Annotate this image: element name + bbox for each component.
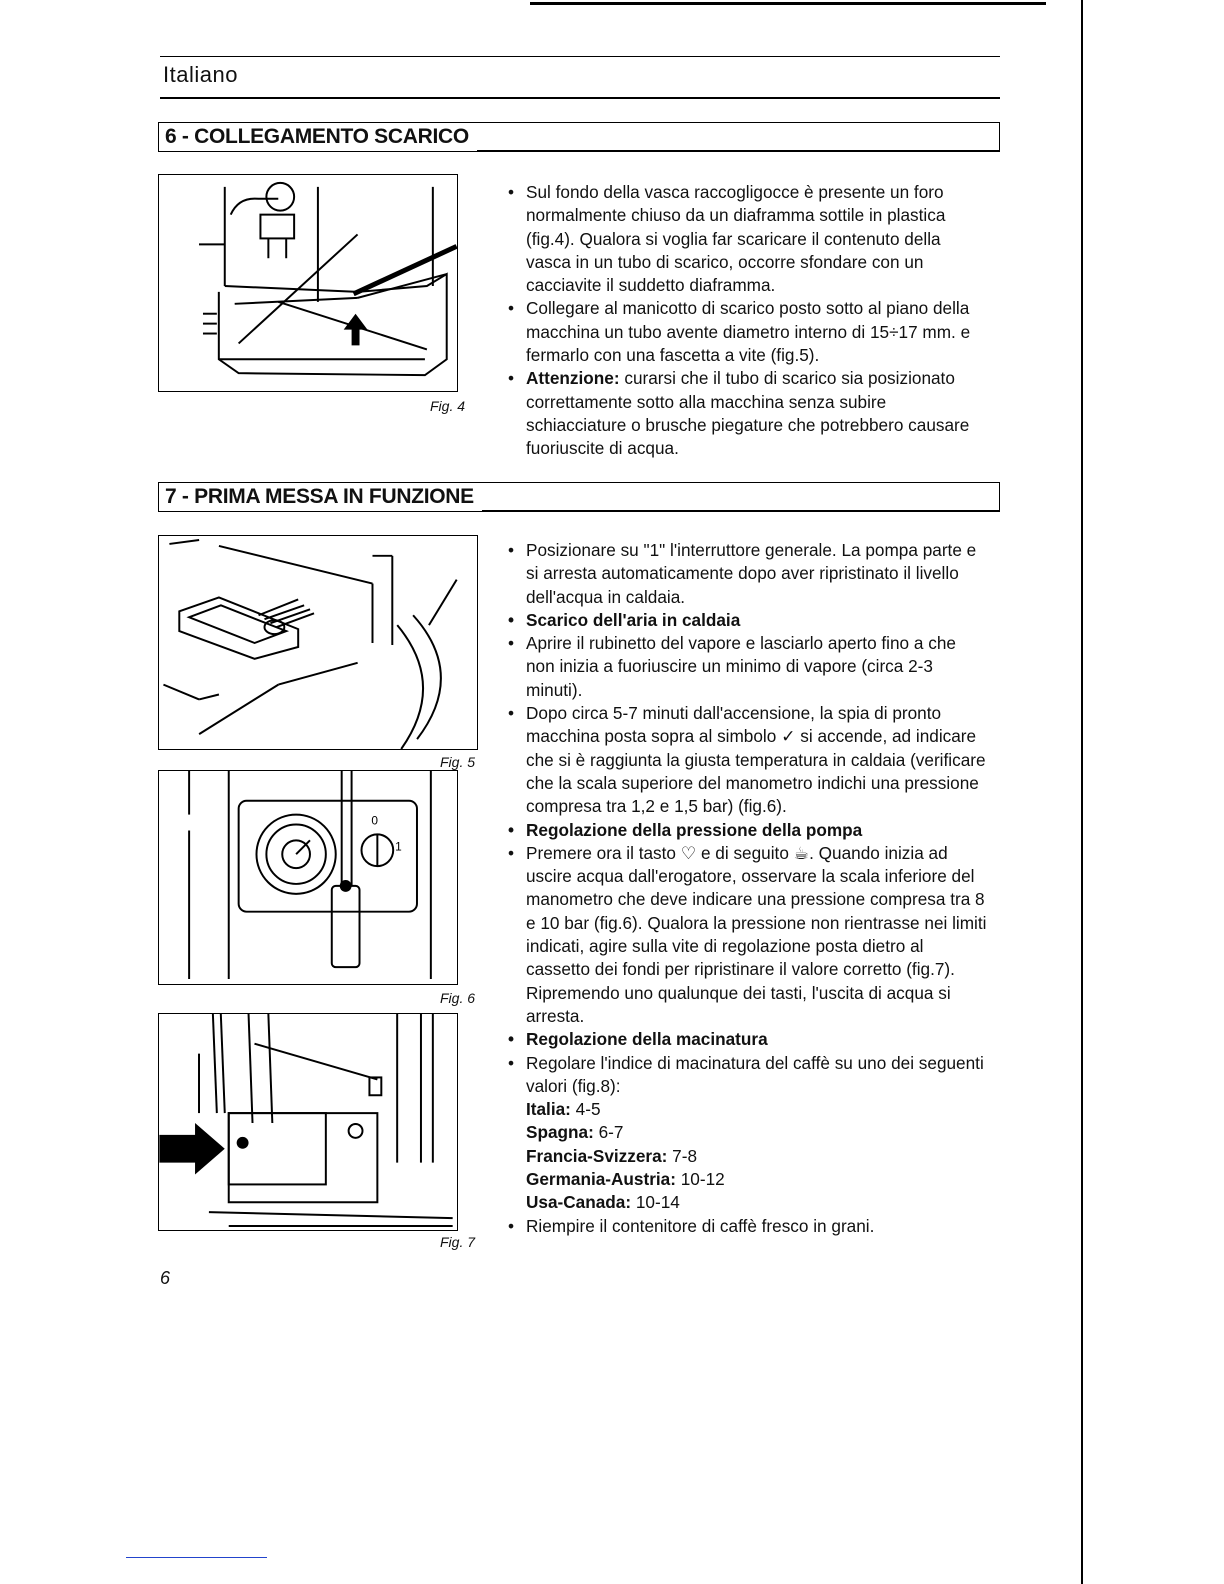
section-6-paragraph: • Attenzione: curarsi che il tubo di scarico sia posizionato correttamente sotto alla macchina senza subire schiacciature o brusche piegature che potrebbero causare fuoriuscite di acqua. [508,367,988,460]
section-6-paragraph: • Collegare al manicotto di scarico posto sotto al piano della macchina un tubo avente diametro interno di 15÷17 mm. e fermarlo con una fascetta a vite (fig.5). [508,297,988,367]
pressure-gauge-icon [256,815,335,894]
figure-7-caption: Fig. 7 [440,1234,476,1250]
footer-link-line [126,1557,267,1558]
subheading-pump-pressure: • Regolazione della pressione della pompa [508,819,988,842]
adjustment-screw-icon [237,1137,249,1149]
header-rule-bottom [160,97,1000,99]
gauge-panel-illustration [159,771,457,984]
section-7-text [508,539,988,1238]
section-7-paragraph: • Posizionare su "1" l'interruttore generale. La pompa parte e si arresta automaticamente dopo aver ripristinato il livello dell'acqua in caldaia. [508,539,988,609]
grind-value-usa: Usa-Canada: 10-14 [526,1192,680,1213]
section-7-header [158,482,1000,512]
grind-value-francia: Francia-Svizzera: 7-8 [526,1145,698,1166]
section-6-paragraph: • Sul fondo della vasca raccogligocce è presente un foro normalmente chiuso da un diaframma sottile in plastica (fig.4). Qualora si voglia far scaricare il contenuto della vasca in un tubo di scarico, occorre sfondare con un cacciavite il suddetto diaframma. [508,181,988,297]
section-7-paragraph: • Regolare l'indice di macinatura del caffè su uno dei seguenti valori (fig.8): [508,1052,988,1099]
figure-4-caption: Fig. 4 [430,398,466,414]
header-rule-top [160,56,1000,57]
subheading-grind: • Regolazione della macinatura [508,1028,988,1051]
drain-hose-illustration [159,536,477,749]
section-7-paragraph: • Premere ora il tasto ♡ e di seguito ☕. Quando inizia ad uscire acqua dall'erogatore, osservare la scala inferiore del manometro che deve indicare una pressione compresa tra 8 e 10 bar (fig.6). Qualora la pressione non rientrasse nei limiti indicati, agire sulla vite di regolazione posta dietro al cassetto dei fondi per ripristinare il valore corretto (fig.7). Ripremendo uno qualunque dei tasti, l'uscita di acqua si arresta. [508,842,988,1028]
figure-5-caption: Fig. 5 [440,754,476,770]
section-underline [482,510,999,512]
page-number: 6 [160,1268,171,1288]
figure-7-adjustment-screw [158,1013,458,1231]
section-7-title: 7 - PRIMA MESSA IN FUNZIONE [165,485,482,509]
section-6-header [158,122,1000,152]
section-6-text [508,181,988,461]
svg-text:0: 0 [371,813,379,828]
figure-4-drip-tray [158,174,458,392]
adjustment-screw-illustration [159,1014,457,1230]
section-6-title: 6 - COLLEGAMENTO SCARICO [165,125,477,149]
grind-value-italia: Italia: 4-5 [526,1099,601,1120]
top-rule [530,2,1046,5]
section-underline [477,150,999,152]
pointer-arrow-icon [159,1123,224,1175]
ready-check-icon: ✓ [781,726,796,747]
cup-icon: ☕ [793,842,810,863]
drip-tray-illustration [159,175,457,391]
figure-6-caption: Fig. 6 [440,990,476,1006]
language-label: Italiano [163,62,238,87]
grind-value-spagna: Spagna: 6-7 [526,1122,624,1143]
grind-value-germania: Germania-Austria: 10-12 [526,1169,725,1190]
subheading-air-purge: • Scarico dell'aria in caldaia [508,609,988,632]
section-7-paragraph: • Riempire il contenitore di caffè fresco in grani. [508,1215,988,1238]
section-7-paragraph: • Aprire il rubinetto del vapore e lasciarlo aperto fino a che non inizia a fuoriuscire un minimo di vapore (circa 2-3 minuti). [508,632,988,702]
heart-cup-icon: ♡ [680,842,697,863]
figure-6-gauge-panel [158,770,458,985]
up-arrow-icon [344,314,368,346]
svg-text:1: 1 [395,839,402,854]
figure-5-drain-hose [158,535,478,750]
right-margin-line [1081,0,1083,1584]
section-7-paragraph: • Dopo circa 5-7 minuti dall'accensione, la spia di pronto macchina posta sopra al simbolo ✓ si accende, ad indicare che si è raggiunta la giusta temperatura in caldaia (verificare che la scala superiore del manometro indichi una pressione compresa tra 1,2 e 1,5 bar) (fig.6). [508,702,988,818]
